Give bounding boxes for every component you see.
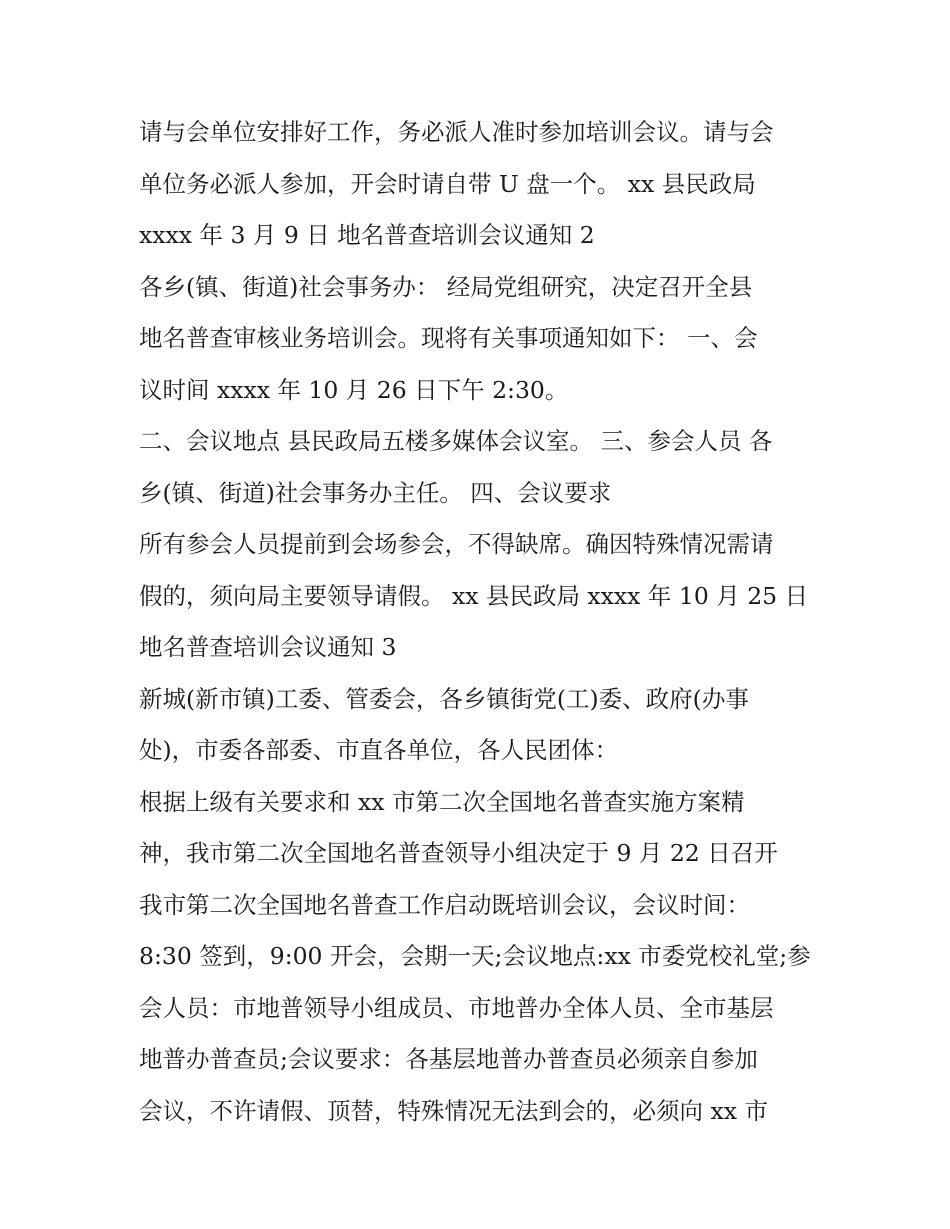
text-line-16: 我市第二次全国地名普查工作启动既培训会议，会议时间： bbox=[139, 890, 750, 919]
text-line-7: 二、会议地点 县民政局五楼多媒体会议室。 三、参会人员 各 bbox=[139, 427, 773, 455]
text-line-3: xxxx 年 3 月 9 日 地名普查培训会议通知 2 bbox=[139, 221, 595, 249]
text-line-14: 根据上级有关要求和 xx 市第二次全国地名普查实施方案精 bbox=[139, 787, 745, 816]
text-line-5: 地名普查审核业务培训会。现将有关事项通知如下： 一、会 bbox=[139, 324, 758, 352]
text-line-1: 请与会单位安排好工作，务必派人准时参加培训会议。请与会 bbox=[139, 118, 774, 146]
text-line-13: 处)，市委各部委、市直各单位，各人民团体： bbox=[139, 736, 619, 764]
text-line-2: 单位务必派人参加，开会时请自带 U 盘一个。 xx 县民政局 bbox=[139, 169, 756, 198]
text-line-15: 神，我市第二次全国地名普查领导小组决定于 9 月 22 日召开 bbox=[139, 839, 778, 867]
text-line-17: 8:30 签到，9:00 开会，会期一天;会议地点:xx 市委党校礼堂;参 bbox=[139, 942, 811, 970]
text-line-20: 会议，不许请假、顶替，特殊情况无法到会的，必须向 xx 市 bbox=[139, 1096, 768, 1125]
text-line-10: 假的，须向局主要领导请假。 xx 县民政局 xxxx 年 10 月 25 日 bbox=[139, 581, 809, 610]
text-line-9: 所有参会人员提前到会场参会，不得缺席。确因特殊情况需请 bbox=[139, 530, 774, 558]
text-line-11: 地名普查培训会议通知 3 bbox=[139, 633, 397, 661]
text-line-6: 议时间 xxxx 年 10 月 26 日下午 2:30。 bbox=[139, 375, 569, 404]
document-body bbox=[139, 107, 819, 1137]
text-line-4: 各乡(镇、街道)社会事务办： 经局党组研究，决定召开全县 bbox=[139, 272, 753, 301]
text-line-19: 地普办普查员;会议要求：各基层地普办普查员必须亲自参加 bbox=[139, 1045, 758, 1073]
text-line-8: 乡(镇、街道)社会事务办主任。 四、会议要求 bbox=[139, 478, 612, 507]
text-line-12: 新城(新市镇)工委、管委会，各乡镇街党(工)委、政府(办事 bbox=[139, 684, 749, 713]
text-line-18: 会人员：市地普领导小组成员、市地普办全体人员、全市基层 bbox=[139, 993, 774, 1022]
